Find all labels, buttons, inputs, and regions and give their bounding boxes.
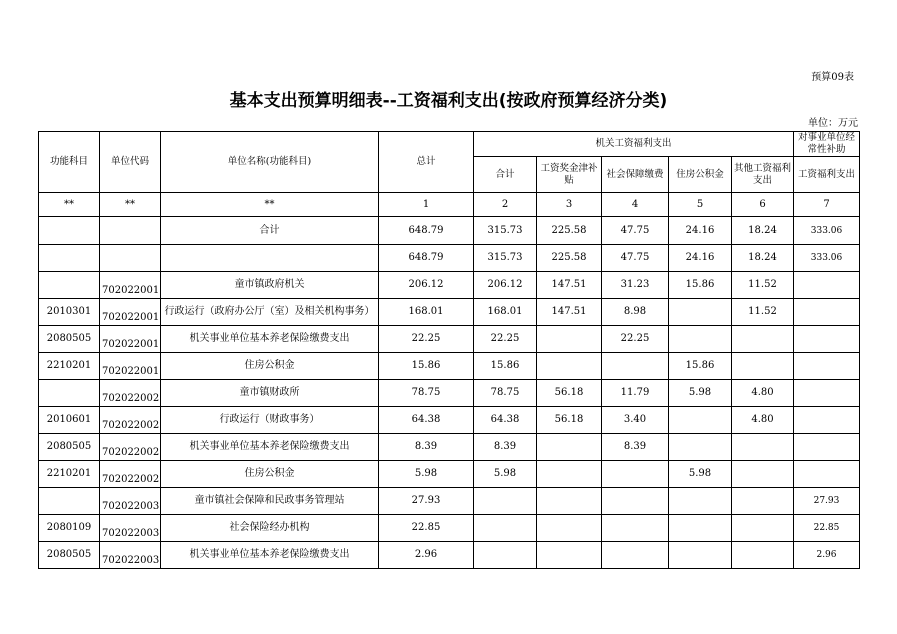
value-cell: 5.98 bbox=[669, 380, 732, 407]
value-cell bbox=[732, 326, 794, 353]
value-cell bbox=[537, 542, 602, 569]
value-cell: 11.52 bbox=[732, 272, 794, 299]
value-cell: 333.06 bbox=[794, 245, 860, 272]
index-cell: 3 bbox=[537, 193, 602, 217]
value-cell bbox=[794, 461, 860, 488]
table-row bbox=[39, 353, 860, 380]
func-code-cell bbox=[39, 488, 100, 515]
value-cell: 64.38 bbox=[474, 407, 537, 434]
value-cell: 4.80 bbox=[732, 380, 794, 407]
value-cell: 78.75 bbox=[474, 380, 537, 407]
unit-name-cell bbox=[161, 245, 379, 272]
unit-code-cell: 702022002 bbox=[100, 407, 161, 434]
value-cell: 225.58 bbox=[537, 245, 602, 272]
budget-table bbox=[38, 131, 860, 569]
unit-code-cell: 702022003 bbox=[100, 542, 161, 569]
total-cell: 64.38 bbox=[379, 407, 474, 434]
table-row bbox=[39, 245, 860, 272]
index-cell: 6 bbox=[732, 193, 794, 217]
header-col-sum: 合计 bbox=[474, 157, 537, 193]
value-cell: 31.23 bbox=[602, 272, 669, 299]
unit-code-cell: 702022001 bbox=[100, 353, 161, 380]
value-cell bbox=[602, 515, 669, 542]
header-col-social: 社会保障缴费 bbox=[602, 157, 669, 193]
value-cell: 315.73 bbox=[474, 217, 537, 245]
value-cell: 11.79 bbox=[602, 380, 669, 407]
unit-name-cell: 童市镇社会保障和民政事务管理站 bbox=[161, 488, 379, 515]
unit-code-cell: 702022001 bbox=[100, 326, 161, 353]
total-cell: 5.98 bbox=[379, 461, 474, 488]
value-cell bbox=[602, 461, 669, 488]
unit-name-cell: 行政运行（政府办公厅（室）及相关机构事务） bbox=[161, 299, 379, 326]
header-func-code: 功能科目 bbox=[39, 132, 100, 193]
value-cell: 15.86 bbox=[669, 272, 732, 299]
value-cell: 47.75 bbox=[602, 245, 669, 272]
value-cell bbox=[537, 353, 602, 380]
func-code-cell bbox=[39, 217, 100, 245]
total-cell: 22.85 bbox=[379, 515, 474, 542]
total-cell: 648.79 bbox=[379, 245, 474, 272]
value-cell bbox=[794, 380, 860, 407]
func-code-cell: 2210201 bbox=[39, 353, 100, 380]
unit-name-cell: 机关事业单位基本养老保险缴费支出 bbox=[161, 542, 379, 569]
unit-code-cell bbox=[100, 245, 161, 272]
header-unit-name: 单位名称(功能科目) bbox=[161, 132, 379, 193]
func-code-cell: 2210201 bbox=[39, 461, 100, 488]
value-cell bbox=[537, 434, 602, 461]
index-cell: 1 bbox=[379, 193, 474, 217]
value-cell bbox=[669, 515, 732, 542]
index-cell: ** bbox=[161, 193, 379, 217]
value-cell bbox=[602, 488, 669, 515]
value-cell bbox=[474, 542, 537, 569]
table-body bbox=[39, 217, 860, 569]
table-row bbox=[39, 217, 860, 245]
value-cell: 15.86 bbox=[669, 353, 732, 380]
table-row bbox=[39, 461, 860, 488]
value-cell: 4.80 bbox=[732, 407, 794, 434]
value-cell bbox=[602, 353, 669, 380]
value-cell bbox=[732, 515, 794, 542]
unit-code-cell: 702022002 bbox=[100, 461, 161, 488]
table-row bbox=[39, 434, 860, 461]
value-cell: 2.96 bbox=[794, 542, 860, 569]
index-cell: 7 bbox=[794, 193, 860, 217]
total-cell: 648.79 bbox=[379, 217, 474, 245]
unit-code-cell: 702022001 bbox=[100, 299, 161, 326]
value-cell: 8.98 bbox=[602, 299, 669, 326]
table-row bbox=[39, 542, 860, 569]
value-cell: 27.93 bbox=[794, 488, 860, 515]
total-cell: 78.75 bbox=[379, 380, 474, 407]
header-col-salary: 工资奖金津补贴 bbox=[537, 157, 602, 193]
value-cell: 24.16 bbox=[669, 217, 732, 245]
value-cell: 22.25 bbox=[474, 326, 537, 353]
index-cell: 4 bbox=[602, 193, 669, 217]
table-row bbox=[39, 299, 860, 326]
unit-label: 单位：万元 bbox=[808, 118, 858, 129]
table-row bbox=[39, 272, 860, 299]
value-cell: 15.86 bbox=[474, 353, 537, 380]
value-cell: 56.18 bbox=[537, 380, 602, 407]
value-cell: 5.98 bbox=[669, 461, 732, 488]
value-cell: 147.51 bbox=[537, 299, 602, 326]
unit-code-cell: 702022003 bbox=[100, 515, 161, 542]
func-code-cell bbox=[39, 380, 100, 407]
value-cell bbox=[669, 299, 732, 326]
value-cell: 3.40 bbox=[602, 407, 669, 434]
value-cell: 225.58 bbox=[537, 217, 602, 245]
total-cell: 15.86 bbox=[379, 353, 474, 380]
header-col-other: 其他工资福利支出 bbox=[732, 157, 794, 193]
unit-name-cell: 童市镇财政所 bbox=[161, 380, 379, 407]
value-cell: 8.39 bbox=[474, 434, 537, 461]
unit-code-cell bbox=[100, 217, 161, 245]
unit-name-cell: 机关事业单位基本养老保险缴费支出 bbox=[161, 434, 379, 461]
func-code-cell: 2080505 bbox=[39, 542, 100, 569]
value-cell bbox=[732, 488, 794, 515]
value-cell: 5.98 bbox=[474, 461, 537, 488]
form-number: 预算09表 bbox=[811, 72, 854, 83]
value-cell bbox=[794, 434, 860, 461]
func-code-cell: 2080505 bbox=[39, 326, 100, 353]
table-row bbox=[39, 488, 860, 515]
header-col-housing: 住房公积金 bbox=[669, 157, 732, 193]
value-cell: 22.85 bbox=[794, 515, 860, 542]
index-cell: ** bbox=[100, 193, 161, 217]
table-row bbox=[39, 515, 860, 542]
value-cell bbox=[794, 326, 860, 353]
unit-name-cell: 合计 bbox=[161, 217, 379, 245]
header-total: 总计 bbox=[379, 132, 474, 193]
func-code-cell: 2010601 bbox=[39, 407, 100, 434]
unit-code-cell: 702022003 bbox=[100, 488, 161, 515]
value-cell bbox=[537, 488, 602, 515]
unit-code-cell: 702022001 bbox=[100, 272, 161, 299]
page-title: 基本支出预算明细表--工资福利支出(按政府预算经济分类) bbox=[229, 91, 668, 111]
value-cell: 18.24 bbox=[732, 217, 794, 245]
func-code-cell bbox=[39, 272, 100, 299]
func-code-cell: 2080505 bbox=[39, 434, 100, 461]
value-cell bbox=[794, 407, 860, 434]
header-unit-code: 单位代码 bbox=[100, 132, 161, 193]
value-cell bbox=[537, 461, 602, 488]
value-cell: 315.73 bbox=[474, 245, 537, 272]
header-group-org: 机关工资福利支出 bbox=[474, 132, 794, 157]
value-cell: 22.25 bbox=[602, 326, 669, 353]
total-cell: 2.96 bbox=[379, 542, 474, 569]
value-cell: 8.39 bbox=[602, 434, 669, 461]
value-cell bbox=[602, 542, 669, 569]
unit-name-cell: 社会保险经办机构 bbox=[161, 515, 379, 542]
value-cell bbox=[537, 326, 602, 353]
value-cell: 333.06 bbox=[794, 217, 860, 245]
index-cell: ** bbox=[39, 193, 100, 217]
value-cell: 168.01 bbox=[474, 299, 537, 326]
value-cell bbox=[669, 542, 732, 569]
value-cell: 18.24 bbox=[732, 245, 794, 272]
table-row bbox=[39, 407, 860, 434]
value-cell: 147.51 bbox=[537, 272, 602, 299]
value-cell bbox=[794, 272, 860, 299]
value-cell bbox=[669, 326, 732, 353]
unit-name-cell: 行政运行（财政事务） bbox=[161, 407, 379, 434]
index-cell: 5 bbox=[669, 193, 732, 217]
value-cell bbox=[669, 434, 732, 461]
header-group-subsidy: 对事业单位经常性补助 bbox=[794, 132, 860, 157]
value-cell bbox=[474, 515, 537, 542]
value-cell bbox=[474, 488, 537, 515]
index-cell: 2 bbox=[474, 193, 537, 217]
value-cell bbox=[794, 299, 860, 326]
value-cell bbox=[669, 407, 732, 434]
unit-name-cell: 住房公积金 bbox=[161, 461, 379, 488]
header-col-welfare: 工资福利支出 bbox=[794, 157, 860, 193]
total-cell: 27.93 bbox=[379, 488, 474, 515]
total-cell: 206.12 bbox=[379, 272, 474, 299]
total-cell: 8.39 bbox=[379, 434, 474, 461]
table-row bbox=[39, 326, 860, 353]
value-cell: 24.16 bbox=[669, 245, 732, 272]
unit-name-cell: 机关事业单位基本养老保险缴费支出 bbox=[161, 326, 379, 353]
value-cell: 56.18 bbox=[537, 407, 602, 434]
total-cell: 168.01 bbox=[379, 299, 474, 326]
unit-name-cell: 童市镇政府机关 bbox=[161, 272, 379, 299]
value-cell: 11.52 bbox=[732, 299, 794, 326]
value-cell: 206.12 bbox=[474, 272, 537, 299]
unit-code-cell: 702022002 bbox=[100, 434, 161, 461]
func-code-cell bbox=[39, 245, 100, 272]
value-cell bbox=[732, 353, 794, 380]
value-cell: 47.75 bbox=[602, 217, 669, 245]
value-cell bbox=[794, 353, 860, 380]
unit-code-cell: 702022002 bbox=[100, 380, 161, 407]
table-row bbox=[39, 380, 860, 407]
total-cell: 22.25 bbox=[379, 326, 474, 353]
func-code-cell: 2080109 bbox=[39, 515, 100, 542]
func-code-cell: 2010301 bbox=[39, 299, 100, 326]
value-cell bbox=[732, 542, 794, 569]
value-cell bbox=[732, 461, 794, 488]
value-cell bbox=[669, 488, 732, 515]
value-cell bbox=[732, 434, 794, 461]
unit-name-cell: 住房公积金 bbox=[161, 353, 379, 380]
value-cell bbox=[537, 515, 602, 542]
